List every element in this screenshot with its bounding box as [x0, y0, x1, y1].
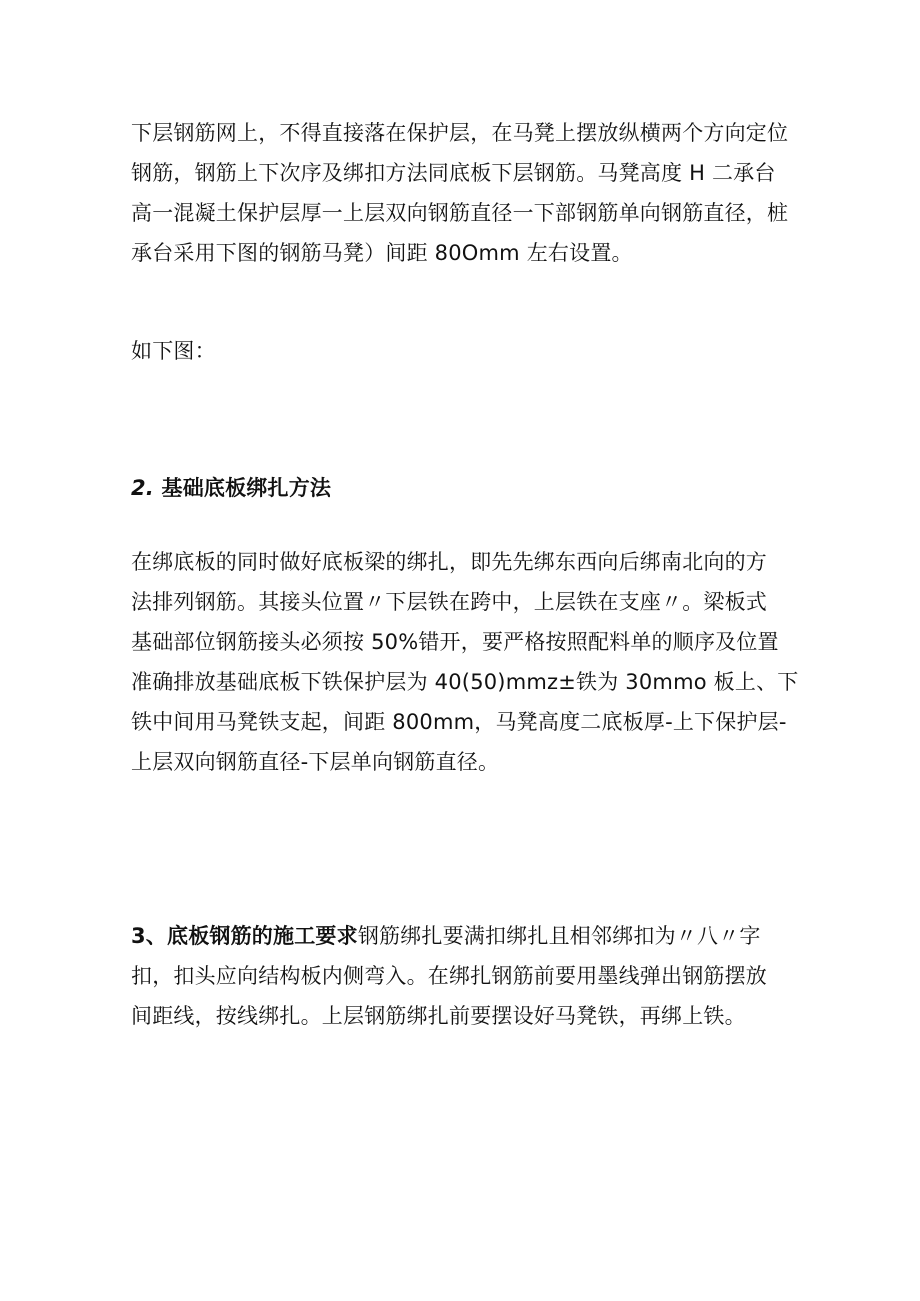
section-title: 基础底板绑扎方法	[161, 476, 332, 500]
paragraph-rebar-placement	[131, 113, 803, 273]
text-line: 在绑底板的同时做好底板梁的绑扎，即先先绑东西向后绑南北向的方	[131, 550, 767, 574]
text-line: 上层双向钢筋直径-下层单向钢筋直径。	[131, 750, 500, 774]
text-line: 下层钢筋网上，不得直接落在保护层，在马凳上摆放纵横两个方向定位	[131, 121, 789, 145]
text-line: 铁中间用马凳铁支起，间距 800mm，马凳高度二底板厚-上下保护层-	[131, 710, 787, 734]
text-line: 基础部位钢筋接头必须按 50%错开，要严格按照配料单的顺序及位置	[131, 630, 779, 654]
section-3-text: 钢筋绑扎要满扣绑扎且相邻绑扣为〃八〃字	[357, 924, 761, 948]
text-line: 法排列钢筋。其接头位置〃下层铁在跨中，上层铁在支座〃。梁板式	[131, 590, 767, 614]
text-line: 高一混凝土保护层厚一上层双向钢筋直径一下部钢筋单向钢筋直径，桩	[131, 201, 789, 225]
text-line: 间距线，按线绑扎。上层钢筋绑扎前要摆设好马凳铁，再绑上铁。	[131, 1004, 746, 1028]
text-line: 钢筋，钢筋上下次序及绑扣方法同底板下层钢筋。马凳高度 H 二承台	[131, 161, 776, 185]
text-line: 扣，扣头应向结构板内侧弯入。在绑扎钢筋前要用墨线弹出钢筋摆放	[131, 964, 767, 988]
text-line: 承台采用下图的钢筋马凳）间距 80Omm 左右设置。	[131, 241, 633, 265]
section-3-first-line	[131, 916, 803, 956]
paragraph-see-figure	[131, 331, 803, 371]
section-heading-2	[131, 468, 803, 508]
section-3-title: 3、底板钢筋的施工要求	[131, 924, 358, 948]
text-line: 如下图：	[131, 339, 216, 363]
section-heading-line	[131, 468, 803, 508]
text-line: 准确排放基础底板下铁保护层为 40(50)mmz±铁为 30mmo 板上、下	[131, 670, 799, 694]
paragraph-construction-requirements	[131, 916, 803, 1036]
section-number: 2.	[131, 476, 154, 500]
paragraph-base-slab-binding	[131, 542, 803, 782]
